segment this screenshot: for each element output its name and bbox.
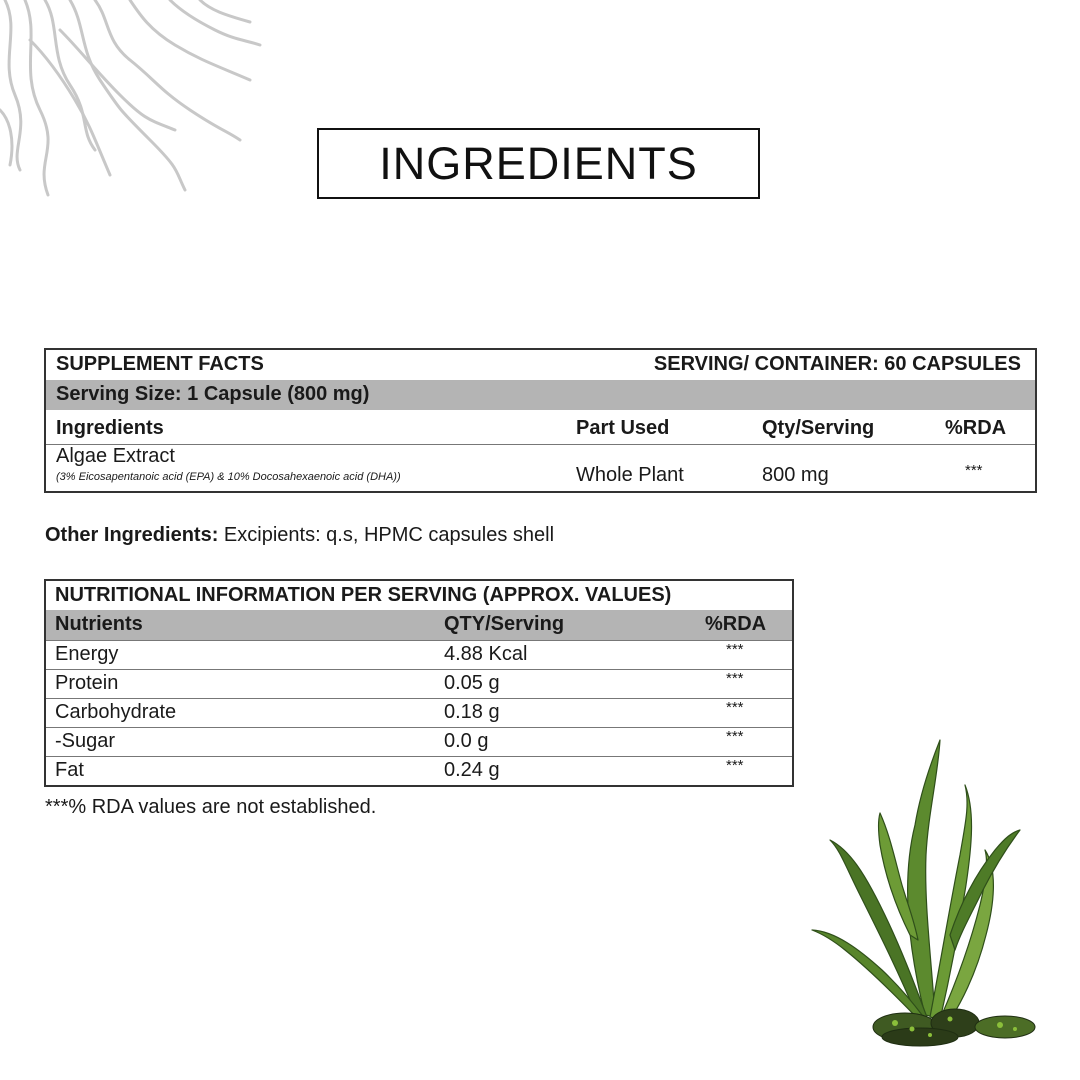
nutrient-name: -Sugar [55, 730, 116, 752]
nutrient-qty: 0.18 g [444, 701, 500, 723]
other-ingredients-label: Other Ingredients: [45, 524, 219, 546]
nutrient-rda: *** [726, 641, 744, 658]
qty-value: 800 mg [762, 464, 829, 486]
nutrition-table [44, 579, 794, 787]
nutrient-qty: 0.0 g [444, 730, 489, 752]
serving-container-label: SERVING/ CONTAINER: 60 CAPSULES [653, 353, 1021, 375]
algae-plant-illustration [800, 735, 1050, 1055]
nutrient-qty: 0.24 g [444, 759, 500, 781]
column-header-nutrients: Nutrients [55, 613, 143, 635]
rda-footnote: ***% RDA values are not established. [45, 796, 377, 818]
nutrient-rda: *** [726, 670, 744, 687]
nutrient-name: Protein [55, 672, 119, 694]
column-header-rda: %RDA [705, 613, 767, 635]
page-title: INGREDIENTS [317, 128, 760, 199]
table-row [46, 698, 792, 728]
table-row [46, 756, 792, 786]
nutrition-heading-row [46, 581, 792, 610]
other-ingredients [45, 524, 554, 547]
supplement-facts-heading: SUPPLEMENT FACTS [56, 353, 264, 375]
table-row [46, 445, 1035, 491]
ingredient-note: (3% Eicosapentanoic acid (EPA) & 10% Docosahexaenoic acid (DHA)) [56, 471, 401, 483]
serving-size-row [46, 380, 1035, 410]
serving-size-label: Serving Size: 1 Capsule (800 mg) [56, 383, 370, 405]
other-ingredients-value: Excipients: q.s, HPMC capsules shell [218, 524, 555, 546]
table-row [46, 727, 792, 757]
supplement-facts-column-headers [46, 410, 1035, 445]
column-header-ingredients: Ingredients [56, 417, 164, 439]
ingredient-name: Algae Extract [56, 445, 175, 467]
nutrient-rda: *** [726, 699, 744, 716]
seaweed-outline-illustration [0, 0, 270, 200]
column-header-qty: Qty/Serving [762, 417, 875, 439]
nutrition-column-headers [46, 610, 792, 640]
column-header-qty-serving: QTY/Serving [444, 613, 565, 635]
supplement-facts-header-row [46, 350, 1035, 380]
nutrient-name: Fat [55, 759, 84, 781]
nutrient-rda: *** [726, 757, 744, 774]
table-row [46, 669, 792, 699]
column-header-rda: %RDA [945, 417, 1007, 439]
table-row [46, 640, 792, 670]
part-used-value: Whole Plant [576, 464, 684, 486]
supplement-facts-table [44, 348, 1037, 493]
nutrient-name: Carbohydrate [55, 701, 177, 723]
nutrient-rda: *** [726, 728, 744, 745]
nutrition-heading: NUTRITIONAL INFORMATION PER SERVING (APPROX. VALUES) [55, 584, 672, 606]
nutrient-name: Energy [55, 643, 119, 665]
nutrient-qty: 4.88 Kcal [444, 643, 528, 665]
column-header-part-used: Part Used [576, 417, 670, 439]
nutrient-qty: 0.05 g [444, 672, 500, 694]
rda-value: *** [965, 462, 983, 479]
